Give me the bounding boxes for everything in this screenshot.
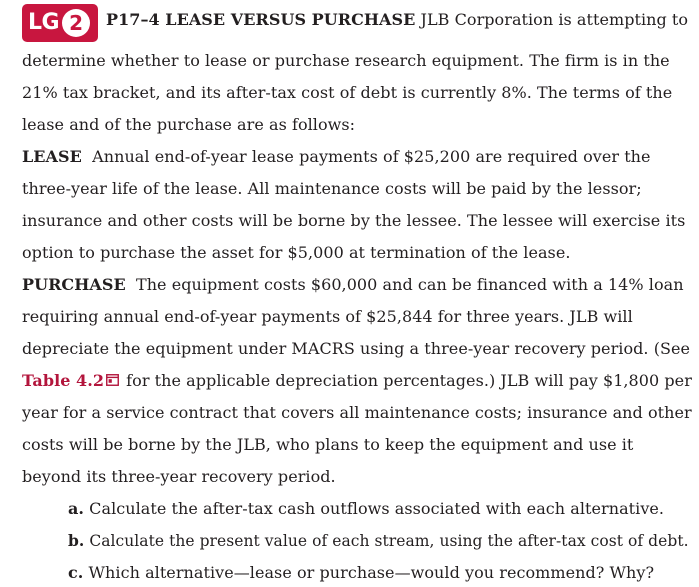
lease-line-3: insurance and other costs will be borne by the lessee. The lessee will exercise its	[22, 211, 686, 230]
part-b-text: Calculate the present value of each stream, using the after-tax cost of debt.	[84, 532, 689, 550]
part-a-text: Calculate the after-tax cash outflows associated with each alternative.	[84, 499, 665, 518]
intro-line-1: determine whether to lease or purchase research equipment. The firm is in the	[22, 51, 670, 70]
question-part-c	[68, 563, 654, 583]
part-a-letter: a.	[68, 499, 85, 518]
purchase-line-3: depreciate the equipment under MACRS using a three-year recovery period. (See	[22, 339, 691, 358]
table-4-2-link[interactable]: Table 4.2	[22, 371, 105, 390]
purchase-line-5: year for a service contract that covers all maintenance costs; insurance and other	[22, 403, 692, 422]
problem-heading-line	[106, 10, 688, 30]
purchase-line-2: requiring annual end-of-year payments of $25,844 for three years. JLB will	[22, 307, 633, 326]
learning-goal-circle	[62, 9, 90, 37]
purchase-line-4	[22, 371, 692, 391]
lease-line-4: option to purchase the asset for $5,000 at termination of the lease.	[22, 243, 571, 262]
purchase-line-7: beyond its three-year recovery period.	[22, 467, 336, 486]
part-c-letter: c.	[68, 563, 84, 582]
intro-line-2: 21% tax bracket, and its after-tax cost of debt is currently 8%. The terms of the	[22, 83, 673, 102]
lease-label: LEASE	[22, 147, 82, 166]
web-link-icon[interactable]	[106, 371, 119, 383]
problem-label: P17–4 LEASE VERSUS PURCHASE	[106, 10, 416, 29]
purchase-text-4: for the applicable depreciation percentages.) JLB will pay $1,800 per	[121, 371, 692, 390]
problem-line-1: JLB Corporation is attempting to	[415, 10, 689, 29]
question-part-a	[68, 499, 664, 519]
learning-goal-badge	[22, 4, 98, 42]
purchase-text-1: The equipment costs $60,000 and can be financed with a 14% loan	[125, 275, 684, 294]
lease-text-1: Annual end-of-year lease payments of $25,200 are required over the	[81, 147, 651, 166]
learning-goal-number: 2	[69, 11, 84, 35]
lease-line-1	[22, 147, 651, 167]
purchase-label: PURCHASE	[22, 275, 126, 294]
purchase-line-6: costs will be borne by the JLB, who plans to keep the equipment and use it	[22, 435, 634, 454]
lease-line-2: three-year life of the lease. All maintenance costs will be paid by the lessor;	[22, 179, 642, 198]
part-c-text: Which alternative—lease or purchase—would you recommend? Why?	[83, 563, 655, 582]
intro-line-3: lease and of the purchase are as follows:	[22, 115, 356, 134]
part-b-letter: b.	[68, 531, 85, 550]
question-part-b	[68, 531, 689, 551]
learning-goal-prefix: LG	[28, 10, 60, 35]
purchase-line-1	[22, 275, 684, 295]
